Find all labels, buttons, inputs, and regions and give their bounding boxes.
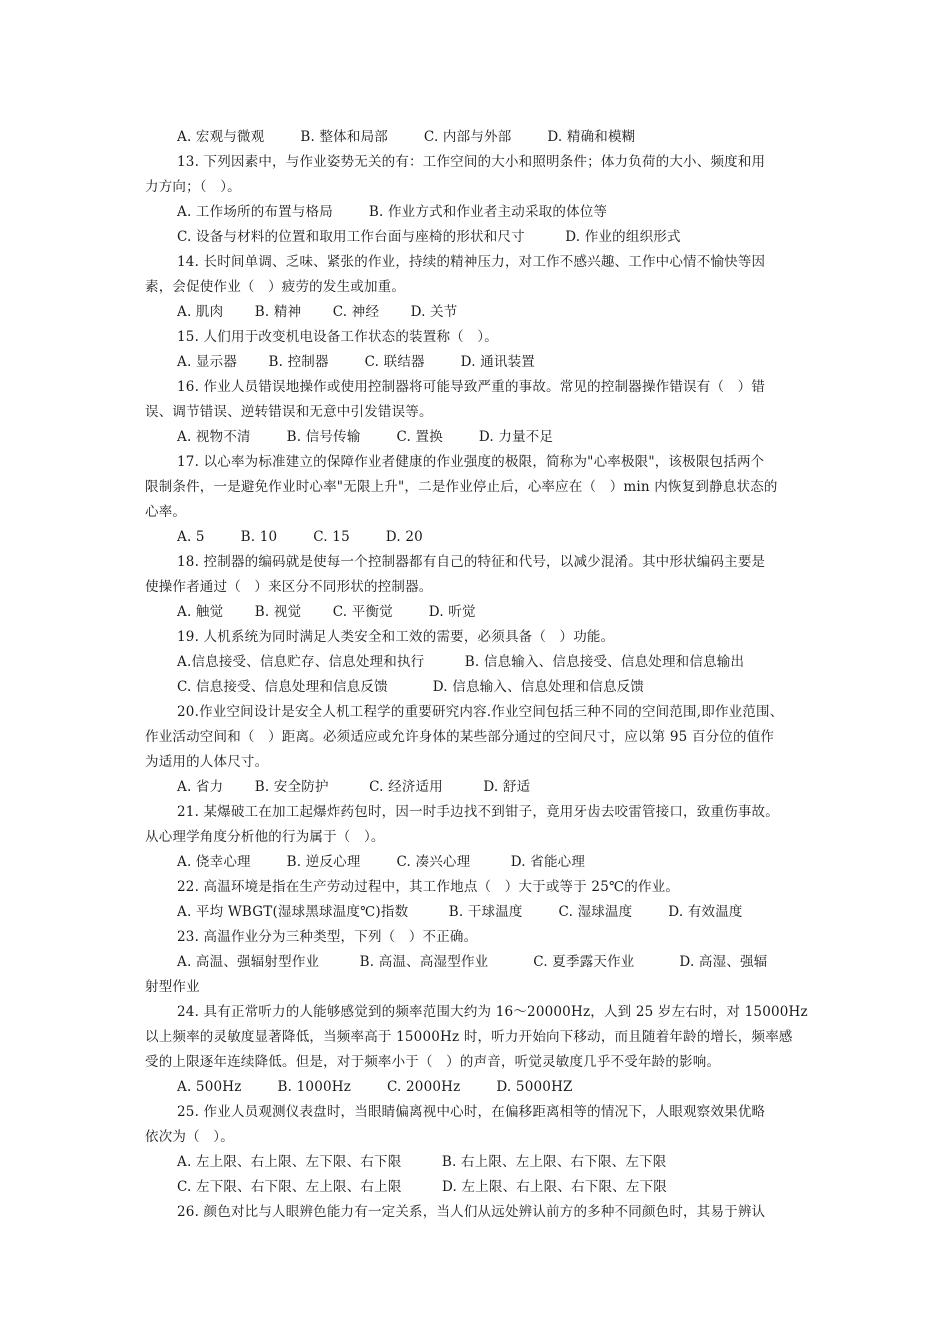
question-23-line-1: 23. 高温作业分为三种类型，下列（ ）不正确。 <box>177 929 478 945</box>
question-24-line-2: 以上频率的灵敏度显著降低，当频率高于 15000Hz 时，听力开始向下移动，而且随着年龄的增长，频率感 <box>145 1029 793 1045</box>
options-line-q12: A. 宏观与微观 B. 整体和局部 C. 内部与外部 D. 精确和模糊 <box>177 129 636 145</box>
options-line-q17: A. 5 B. 10 C. 15 D. 20 <box>177 529 423 545</box>
question-22-line-1: 22. 高温环境是指在生产劳动过程中，其工作地点（ ）大于或等于 25℃的作业。 <box>177 879 680 895</box>
question-21-line-1: 21. 某爆破工在加工起爆炸药包时，因一时手边找不到钳子，竟用牙齿去咬雷管接口，致重伤事故。 <box>177 804 779 820</box>
question-13-line-1: 13. 下列因素中，与作业姿势无关的有：工作空间的大小和照明条件；体力负荷的大小、频度和用 <box>177 154 766 170</box>
options-line-q15: A. 显示器 B. 控制器 C. 联结器 D. 通讯装置 <box>177 354 535 370</box>
question-13-line-2: 力方向；（ ）。 <box>145 179 241 195</box>
options-line-q18: A. 触觉 B. 视觉 C. 平衡觉 D. 听觉 <box>177 604 476 620</box>
question-18-line-1: 18. 控制器的编码就是使每一个控制器都有自己的特征和代号，以减少混淆。其中形状编码主要是 <box>177 554 766 570</box>
options-line-q16: A. 视物不清 B. 信号传输 C. 置换 D. 力量不足 <box>177 429 554 445</box>
options-line-q23-1: A. 高温、强辐射型作业 B. 高温、高湿型作业 C. 夏季露天作业 D. 高湿、强辐 <box>177 954 768 970</box>
question-17-line-1: 17. 以心率为标准建立的保障作业者健康的作业强度的极限，简称为"心率极限"，该极限包括两个 <box>177 454 765 470</box>
question-24-line-3: 受的上限逐年连续降低。但是，对于频率小于（ ）的声音，听觉灵敏度几乎不受年龄的影响。 <box>145 1054 721 1070</box>
options-line-q13-1: A. 工作场所的布置与格局 B. 作业方式和作业者主动采取的体位等 <box>177 204 608 220</box>
question-20-line-2: 作业活动空间和（ ）距离。必须适应或允许身体的某些部分通过的空间尺寸，应以第 95 百分位的值作 <box>145 729 775 745</box>
question-25-line-1: 25. 作业人员观测仪表盘时，当眼睛偏离视中心时，在偏移距离相等的情况下，人眼观察效果优略 <box>177 1104 766 1120</box>
question-24-line-1: 24. 具有正常听力的人能够感觉到的频率范围大约为 16～20000Hz，人到 25 岁左右时，对 15000Hz <box>177 1004 808 1020</box>
question-20-line-1: 20.作业空间设计是安全人机工程学的重要研究内容.作业空间包括三种不同的空间范围,即作业范围、 <box>177 704 784 720</box>
question-21-line-2: 从心理学角度分析他的行为属于（ ）。 <box>145 829 385 845</box>
question-14-line-2: 素，会促使作业（ ）疲劳的发生或加重。 <box>145 279 406 295</box>
options-line-q19-1: A.信息接受、信息贮存、信息处理和执行 B. 信息输入、信息接受、信息处理和信息输出 <box>177 654 745 670</box>
options-line-q25-1: A. 左上限、右上限、左下限、右下限 B. 右上限、左上限、右下限、左下限 <box>177 1154 667 1170</box>
question-16-line-1: 16. 作业人员错误地操作或使用控制器将可能导致严重的事故。常见的控制器操作错误有（ ）错 <box>177 379 766 395</box>
question-17-line-3: 心率。 <box>145 504 187 520</box>
question-18-line-2: 使操作者通过（ ）来区分不同形状的控制器。 <box>145 579 433 595</box>
options-line-q25-2: C. 左下限、右下限、左上限、右上限 D. 左上限、右上限、右下限、左下限 <box>177 1179 667 1195</box>
options-line-q14: A. 肌肉 B. 精神 C. 神经 D. 关节 <box>177 304 458 320</box>
options-line-q19-2: C. 信息接受、信息处理和信息反馈 D. 信息输入、信息处理和信息反馈 <box>177 679 645 695</box>
options-line-q24: A. 500Hz B. 1000Hz C. 2000Hz D. 5000HZ <box>177 1079 573 1095</box>
question-15-line-1: 15. 人们用于改变机电设备工作状态的装置称（ ）。 <box>177 329 498 345</box>
question-17-line-2: 限制条件，一是避免作业时心率"无限上升"，二是作业停止后，心率应在（ ）min 内恢复到静息状态的 <box>145 479 778 495</box>
options-line-q20: A. 省力 B. 安全防护 C. 经济适用 D. 舒适 <box>177 779 531 795</box>
question-26-line-1: 26. 颜色对比与人眼辨色能力有一定关系，当人们从远处辨认前方的多种不同颜色时，其易于辨认 <box>177 1204 766 1220</box>
options-line-q22: A. 平均 WBGT(湿球黑球温度℃)指数 B. 干球温度 C. 湿球温度 D. 有效温度 <box>177 904 743 920</box>
options-line-q13-2: C. 设备与材料的位置和取用工作台面与座椅的形状和尺寸 D. 作业的组织形式 <box>177 229 681 245</box>
question-16-line-2: 误、调节错误、逆转错误和无意中引发错误等。 <box>145 404 433 420</box>
question-19-line-1: 19. 人机系统为同时满足人类安全和工效的需要，必须具备（ ）功能。 <box>177 629 615 645</box>
options-line-q23-2: 射型作业 <box>145 979 200 995</box>
question-14-line-1: 14. 长时间单调、乏味、紧张的作业，持续的精神压力，对工作不感兴趣、工作中心情不愉快等因 <box>177 254 766 270</box>
options-line-q21: A. 侥幸心理 B. 逆反心理 C. 凑兴心理 D. 省能心理 <box>177 854 586 870</box>
question-25-line-2: 依次为（ ）。 <box>145 1129 234 1145</box>
question-20-line-3: 为适用的人体尺寸。 <box>145 754 269 770</box>
